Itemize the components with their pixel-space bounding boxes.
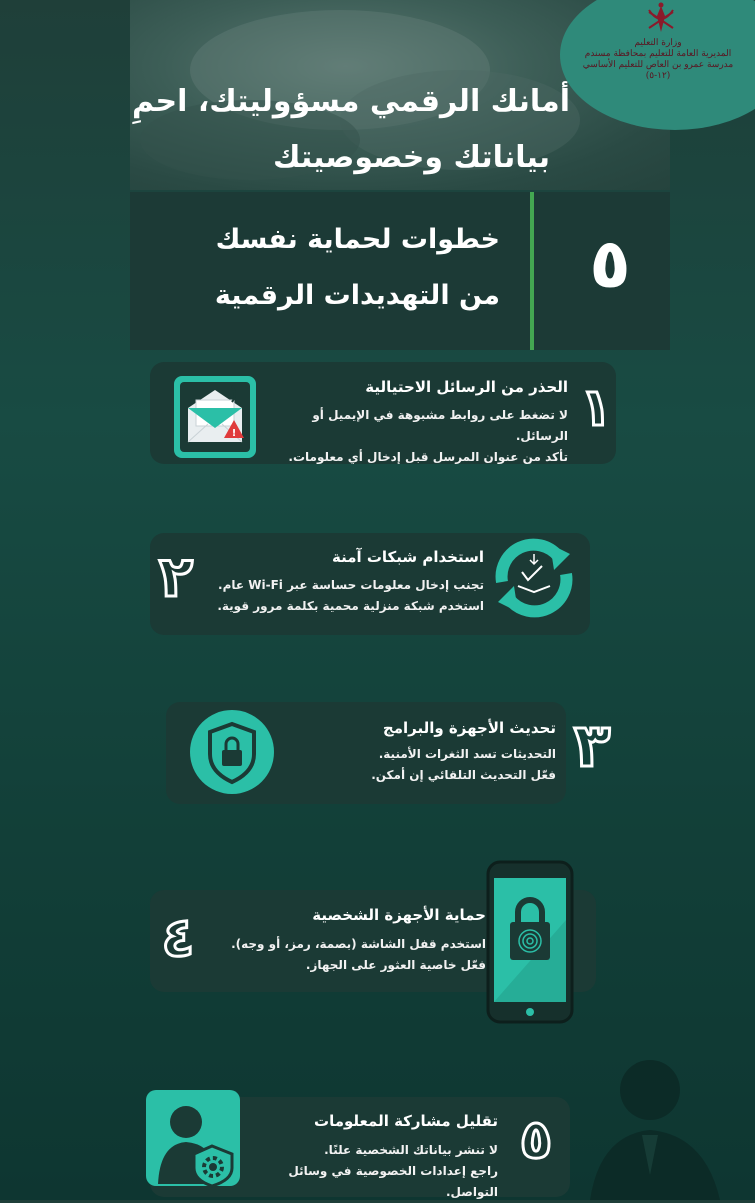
svg-text:!: ! <box>231 428 237 439</box>
subheading-number: ٥ <box>589 225 631 304</box>
phone-lock-icon <box>486 860 574 1024</box>
subheading-divider <box>530 192 534 350</box>
step-number-4: ٤ <box>161 906 195 969</box>
step-title-1: الحذر من الرسائل الاحتيالية <box>365 378 568 396</box>
subheading-title: خطوات لحماية نفسك من التهديدات الرقمية <box>214 224 500 311</box>
step-desc-4: استخدم قفل الشاشة (بصمة، رمز، أو وجه). فعّل خاصية العثور على الجهاز. <box>231 937 486 972</box>
step-number-2: ٢ <box>158 545 194 610</box>
step-title-2: استخدام شبكات آمنة <box>331 548 484 566</box>
oman-emblem-icon <box>644 2 678 38</box>
step-number-5: ٥ <box>519 1108 553 1171</box>
step-title-3: تحديث الأجهزة والبرامج <box>382 719 556 737</box>
secure-sync-icon <box>488 532 580 624</box>
ministry-text: وزارة التعليم المديرية العامة للتعليم بمحافظة مسندم مدرسة عمرو بن العاص للتعليم الأساسي (١٢-٥) <box>582 38 734 81</box>
step-desc-1: لا تضغط على روابط مشبوهة في الإيميل أو الرسائل. تأكد من عنوان المرسل قبل إدخال أي معلومات. <box>288 408 568 464</box>
shield-lock-icon <box>188 708 276 796</box>
step-title-4: حماية الأجهزة الشخصية <box>312 906 486 924</box>
step-desc-5: لا تنشر بياناتك الشخصية علنًا. راجع إعدادات الخصوصية في وسائل التواصل. <box>288 1143 498 1199</box>
step-desc-3: التحديثات تسد الثغرات الأمنية. فعّل التحديث التلقائي إن أمكن. <box>371 747 556 782</box>
businessman-silhouette-illustration <box>580 1045 730 1200</box>
page-title: أمانك الرقمي مسؤوليتك، احمِ بياناتك وخصوصيتك <box>131 84 570 175</box>
phishing-email-icon <box>172 374 258 460</box>
step-number-3: ٣ <box>573 711 611 781</box>
step-title-5: تقليل مشاركة المعلومات <box>314 1112 498 1130</box>
user-privacy-settings-icon <box>144 1088 242 1188</box>
step-number-1: ١ <box>580 378 612 438</box>
step-desc-2: تجنب إدخال معلومات حساسة عبر Wi-Fi عام. استخدم شبكة منزلية محمية بكلمة مرور قوية. <box>217 578 484 613</box>
